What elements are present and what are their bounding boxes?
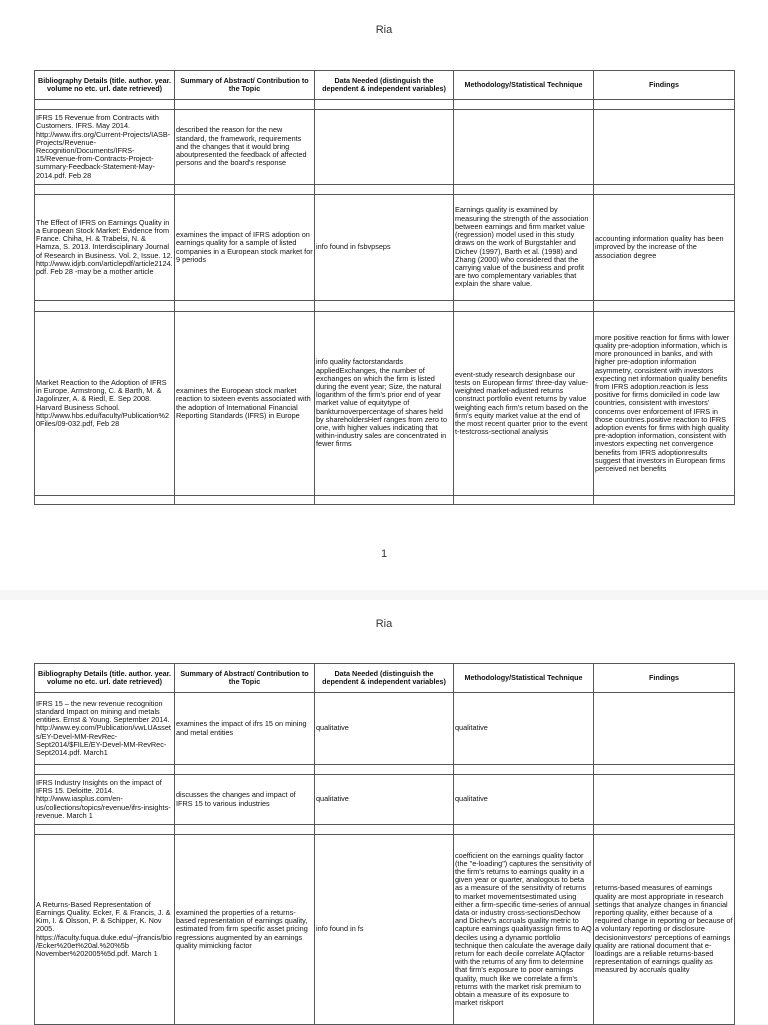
methodology-cell [454,110,594,185]
table-row [35,312,735,496]
summary-cell: described the reason for the new standard, the framework, requirements and the changes that it would bring aboutpresented the feedback of affected persons and the board's response [175,110,315,185]
column-header-data-needed: Data Needed (distinguish the dependent & independent variables) [315,71,454,100]
data-needed-cell: qualitative [315,693,454,765]
findings-cell [594,775,735,825]
column-header-methodology: Methodology/Statistical Technique [454,71,594,100]
table-row [35,195,735,301]
table-spacer-row [35,825,735,835]
table-spacer-row [35,496,735,505]
table-spacer-row [35,301,735,312]
data-needed-cell: qualitative [315,775,454,825]
table-row [35,835,735,1025]
literature-table-page-2 [34,663,735,1025]
data-needed-cell: info quality factorstandards appliedExchanges, the number of exchanges on which the firm is listed during the event year; Size, the natural logarithm of the firm's prior end of year market value of equitytype of bankturnoverpercentage of shares held by shareholdersHerf ranges from zero to one, with higher values indicating that within-industry sales are concentrated in fewer firms [315,312,454,496]
column-header-data-needed: Data Needed (distinguish the dependent & independent variables) [315,664,454,693]
summary-cell: examined the properties of a returns-based representation of earnings quality, estimated from firm specific asset pricing regressions augmented by an earnings quality mimicking factor [175,835,315,1025]
column-header-findings: Findings [594,664,735,693]
page-number: 1 [380,548,388,560]
methodology-cell: Earnings quality is examined by measuring the strength of the association between earnings and firm market value (regression) model used in this study draws on the work of Burgstahler and Dichev (1997), Barth et al. (1998) and Zhang (2000) who considered that the carrying value of the business and profit are two complementary variables that explain the share value. [454,195,594,301]
summary-cell: examines the impact of ifrs 15 on mining and metal entities [175,693,315,765]
bibliography-cell: IFRS Industry Insights on the impact of IFRS 15. Deloitte. 2014. http://www.iasplus.com/en-us/collections/topics/revenue/ifrs-insights-revenue. March 1 [35,775,175,825]
findings-cell [594,693,735,765]
column-header-findings: Findings [594,71,735,100]
summary-cell: examines the impact of IFRS adoption on earnings quality for a sample of listed companies in a European stock market for 9 periods [175,195,315,301]
methodology-cell: coefficient on the earnings quality factor (the "e-loading") captures the sensitivity of the firm's returns to earnings quality in a given year or quarter, analogous to beta as a measure of the sensitivity of returns to market movementsestimated using either a firm-specific time-series of annual data or industry cross-sectionsDechow and Dichev's accruals quality metric to capture earnings qualityassign firms to AQ deciles using a dynamic portfolio technique then calculate the average daily return for each decile correlate AQfactor with the returns of any firm to determine that firm's exposure to poor earnings quality, much like we correlate a firm's returns with the market risk premium to obtain a measure of its exposure to market riskport [454,835,594,1025]
findings-cell [594,110,735,185]
table-row [35,693,735,765]
table-row [35,110,735,185]
table-spacer-row [35,100,735,110]
data-needed-cell [315,110,454,185]
methodology-cell: qualitative [454,775,594,825]
literature-table-page-1 [34,70,735,505]
table-row [35,775,735,825]
page-header: Ria [375,618,393,630]
findings-cell: more positive reaction for firms with lower quality pre-adoption information, which is more pronounced in banks, and with higher pre-adoption information asymmetry, consistent with investors expecting net information quality benefits from IFRS adoption.reaction is less positive for firms domiciled in code law countries, consistent with investors' concerns over enforcement of IFRS in those countries.positive reaction to IFRS adoption events for firms with high quality pre-adoption information, consistent with investors expecting net convergence benefits from IFRS adoptionresults suggest that investors in European firms perceived net benefits [594,312,735,496]
column-header-bibliography: Bibliography Details (title. author. year. volume no etc. url. date retrieved) [35,664,175,693]
bibliography-cell: IFRS 15 Revenue from Contracts with Customers. IFRS. May 2014. http://www.ifrs.org/Current-Projects/IASB-Projects/Revenue-Recognition/Documents/IFRS-15/Revenue-from-Contracts-Project-summary-Feedback-Statement-May-2014.pdf. Feb 28 [35,110,175,185]
bibliography-cell: Market Reaction to the Adoption of IFRS in Europe. Armstrong, C. & Barth, M. & Jagolinzer, A. & Riedl, E. Sep 2008. Harvard Business School. http://www.hbs.edu/faculty/Publication%20Files/09-032.pdf, Feb 28 [35,312,175,496]
summary-cell: discusses the changes and impact of IFRS 15 to various industries [175,775,315,825]
methodology-cell: event-study research designbase our tests on European firms' three-day value-weighted market-adjusted returns construct portfolio event returns by value weighting each firm's return based on the firm's equity market value at the end of the most recent quarter prior to the event t-testcross-sectional analysis [454,312,594,496]
findings-cell: returns-based measures of earnings quality are most appropriate in research settings that analyze changes in financial reporting quality, either because of a required change in reporting or because of a voluntary reporting or disclosure decisioninvestors' perceptions of earnings quality are rational document that e-loadings are a reliable returns-based representation of earnings quality as measured by accruals quality [594,835,735,1025]
table-spacer-row [35,185,735,195]
column-header-summary: Summary of Abstract/ Contribution to the Topic [175,664,315,693]
data-needed-cell: info found in fsbvpseps [315,195,454,301]
table-spacer-row [35,765,735,775]
page-header: Ria [375,24,393,36]
bibliography-cell: The Effect of IFRS on Earnings Quality in a European Stock Market: Evidence from France. Chiha, H. & Trabelsi, N. & Hamza, S. 2013. Interdisciplinary Journal of Research in Business. Vol. 2, Issue. 12. http://www.idjrb.com/articlepdf/article2124.pdf. Feb 28 -may be a mother article [35,195,175,301]
methodology-cell: qualitative [454,693,594,765]
table-header-row [35,71,735,100]
bibliography-cell: A Returns-Based Representation of Earnings Quality. Ecker, F. & Francis, J. & Kim, I. & Olsson, P. & Schipper, K. Nov 2005. https://faculty.fuqua.duke.edu/~jfrancis/bio/Ecker%20et%20al.%20%5b November%202005%5d.pdf. March 1 [35,835,175,1025]
bibliography-cell: IFRS 15 – the new revenue recognition standard Impact on mining and metals entities. Ernst & Young. September 2014. http://www.ey.com/Publication/vwLUAssets/EY-Devel-MM-RevRec-Sept2014/$FILE/EY-Devel-MM-RevRec-Sept2014.pdf. March1 [35,693,175,765]
table-header-row [35,664,735,693]
column-header-methodology: Methodology/Statistical Technique [454,664,594,693]
column-header-bibliography: Bibliography Details (title. author. year. volume no etc. url. date retrieved) [35,71,175,100]
summary-cell: examines the European stock market reaction to sixteen events associated with the adoption of International Financial Reporting Standards (IFRS) in Europe [175,312,315,496]
data-needed-cell: info found in fs [315,835,454,1025]
column-header-summary: Summary of Abstract/ Contribution to the Topic [175,71,315,100]
findings-cell: accounting information quality has been improved by the increase of the association degree [594,195,735,301]
